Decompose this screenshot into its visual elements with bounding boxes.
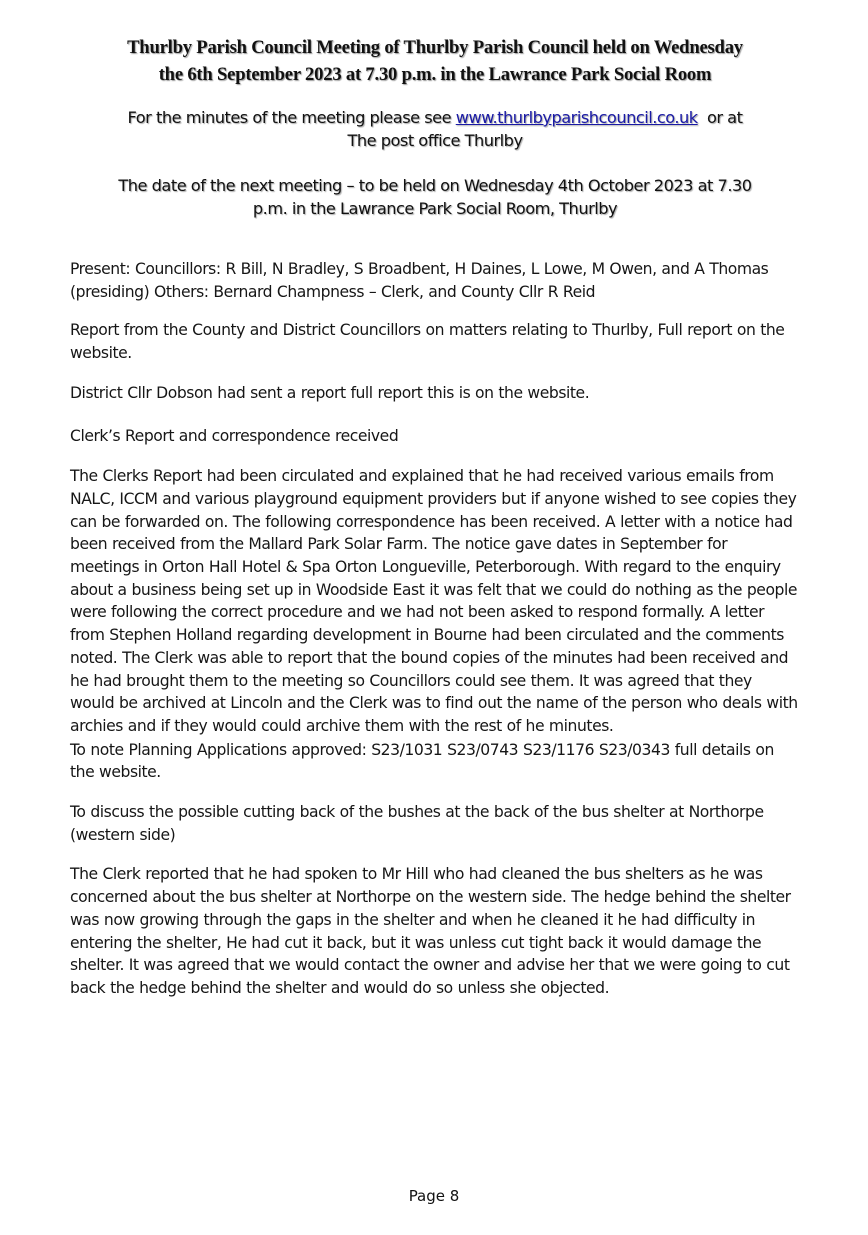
minutes-body (70, 258, 800, 1000)
meeting-title-line-1: Thurlby Parish Council Meeting of Thurlby Parish Council held on Wednesday (127, 37, 743, 58)
bus-shelter-agenda-item: To discuss the possible cutting back of the bushes at the back of the bus shelter at Northorpe (western side) (70, 803, 764, 844)
next-meeting-line-2: p.m. in the Lawrance Park Social Room, Thurlby (252, 199, 618, 218)
county-report-paragraph: Report from the County and District Councillors on matters relating to Thurlby, Full report on the website. (70, 321, 785, 363)
council-website-link[interactable]: www.thurlbyparishcouncil.co.uk (455, 108, 698, 127)
page-number: Page 8 (408, 1187, 460, 1205)
document-page (70, 34, 800, 1000)
planning-applications-paragraph: To note Planning Applications approved: S23/1031 S23/0743 S23/1176 S23/0343 full details on the website. (70, 740, 774, 782)
bus-shelter-paragraph: The Clerk reported that he had spoken to Mr Hill who had cleaned the bus shelters as he was concerned about the bus shelter at Northorpe on the western side. The hedge behind the shelter was now growing through the gaps in the shelter and when he cleaned it he had difficulty in entering the shelter, He had cut it back, but it was unless cut tight back it would damage the shelter. It was agreed that we would contact the owner and advise her that we were going to cut back the hedge behind the shelter and would do so unless she objected. (70, 865, 791, 997)
clerk-report-heading: Clerk’s Report and correspondence received (70, 426, 399, 445)
minutes-suffix: or at (697, 108, 743, 127)
next-meeting-notice (70, 174, 800, 220)
attendance-paragraph: Present: Councillors: R Bill, N Bradley, S Broadbent, H Daines, L Lowe, M Owen, and A Thomas (presiding) Others: Bernard Champness – Clerk, and County Cllr R Reid (70, 260, 769, 301)
minutes-notice (70, 106, 800, 152)
minutes-notice-line-1 (70, 106, 800, 129)
minutes-prefix: For the minutes of the meeting please see (127, 108, 456, 127)
next-meeting-line-1: The date of the next meeting – to be held on Wednesday 4th October 2023 at 7.30 (118, 176, 752, 195)
district-report-paragraph: District Cllr Dobson had sent a report full report this is on the website. (70, 383, 590, 402)
meeting-title (70, 34, 800, 88)
clerk-report-paragraph: The Clerks Report had been circulated and explained that he had received various emails from NALC, ICCM and various playground equipment providers but if anyone wished to see copies they can be forwarded on. The following correspondence has been received. A letter with a notice had been received from the Mallard Park Solar Farm. The notice gave dates in September for meetings in Orton Hall Hotel & Spa Orton Longueville, Peterborough. With regard to the enquiry about a business being set up in Woodside East it was felt that we could do nothing as the people were following the correct procedure and we had not been asked to respond formally. A letter from Stephen Holland regarding development in Bourne had been circulated and the comments noted. The Clerk was able to report that the bound copies of the minutes had been received and he had brought them to the meeting so Councillors could see them. It was agreed that they would be archived at Lincoln and the Clerk was to find out the name of the person who deals with archies and if they would could archive them with the rest of he minutes. (70, 467, 798, 735)
meeting-title-line-2: the 6th September 2023 at 7.30 p.m. in the Lawrance Park Social Room (158, 64, 712, 85)
minutes-notice-line-2: The post office Thurlby (347, 131, 523, 150)
